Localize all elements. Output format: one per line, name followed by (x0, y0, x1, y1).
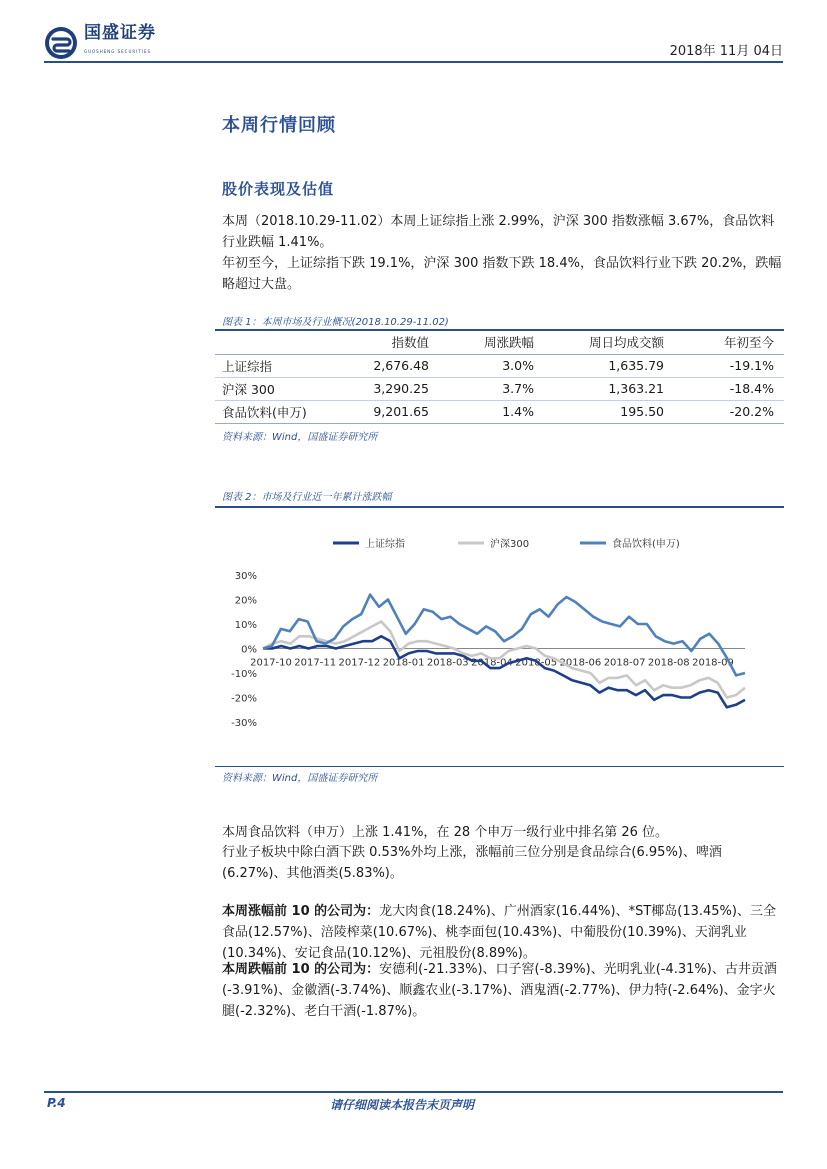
intro-paragraph-2: 年初至今，上证综指下跌 19.1%，沪深 300 指数下跌 18.4%，食品饮料行业下跌 20.2%，跌幅略超过大盘。 (222, 256, 782, 292)
brand-logo (44, 24, 156, 61)
table-header-cell (215, 330, 319, 354)
figure2-title: 图表 2：市场及行业近一年累计涨跌幅 (222, 492, 392, 503)
table-cell: 3.0% (439, 354, 544, 377)
table-cell: 2,676.48 (319, 354, 439, 377)
x-tick-label: 2018-07 (603, 657, 646, 669)
intro-paragraph-1: 本周（2018.10.29-11.02）本周上证综指上涨 2.99%，沪深 300 指数涨幅 3.67%，食品饮料行业跌幅 1.41%。 (222, 214, 775, 250)
brand-subtitle: GUOSHENG SECURITIES (84, 49, 152, 54)
y-tick-label: -20% (231, 693, 257, 705)
x-tick-label: 2018-06 (559, 657, 602, 669)
table-cell: 3,290.25 (319, 377, 439, 400)
table-cell: -19.1% (674, 354, 784, 377)
top-losers-label: 本周跌幅前 10 的公司为： (222, 962, 380, 977)
x-tick-label: 2017-10 (250, 657, 292, 669)
market-overview-table (215, 330, 784, 424)
table-row (215, 400, 784, 423)
table-cell: 上证综指 (215, 354, 319, 377)
table-row (215, 354, 784, 377)
table-header-cell: 指数值 (319, 330, 439, 354)
table-cell: -18.4% (674, 377, 784, 400)
y-tick-label: -30% (231, 718, 257, 729)
x-tick-label: 2018-08 (647, 657, 690, 669)
x-tick-label: 2018-04 (471, 657, 513, 669)
x-tick-label: 2018-09 (692, 657, 734, 669)
x-tick-label: 2018-03 (426, 657, 469, 669)
top-gainers-label: 本周涨幅前 10 的公司为： (222, 904, 380, 919)
legend-label: 沪深300 (490, 539, 530, 550)
table-cell: 食品饮料(申万) (215, 400, 319, 423)
cumulative-return-chart (215, 525, 784, 765)
top-losers-paragraph (222, 959, 784, 1022)
footer-divider (44, 1091, 783, 1093)
top-gainers-paragraph (222, 901, 784, 964)
weekly-paragraph-1: 本周食品饮料（申万）上涨 1.41%，在 28 个申万一级行业中排名第 26 位。 (222, 825, 669, 840)
section-title: 本周行情回顾 (222, 115, 336, 136)
x-tick-label: 2017-12 (338, 657, 381, 669)
table1-source: 资料来源：Wind，国盛证券研究所 (222, 432, 378, 443)
sub-section-title: 股价表现及估值 (222, 180, 335, 198)
table-header-cell: 年初至今 (674, 330, 784, 354)
top-losers-text: 安德利(-21.33%)、口子窖(-8.39%)、光明乳业(-4.31%)、古井贡酒(-3.91%)、金徽酒(-3.74%)、顺鑫农业(-3.17%)、酒鬼酒(-2.77%)、伊力特(-2.64%)、金字火腿(-2.32%)、老白干酒(-1.87%)。 (222, 962, 777, 1019)
figure2-top-rule (215, 506, 784, 508)
table-header-cell: 周日均成交额 (544, 330, 674, 354)
top-gainers-text: 龙大肉食(18.24%)、广州酒家(16.44%)、*ST椰岛(13.45%)、三全食品(12.57%)、涪陵榨菜(10.67%)、桃李面包(10.43%)、中葡股份(10.39%)、天润乳业(10.34%)、安记食品(10.12%)、元祖股份(8.89%)。 (222, 904, 776, 961)
legend-label: 上证综指 (365, 539, 405, 550)
series-line-1 (263, 636, 745, 707)
page-number: P.4 (47, 1096, 66, 1110)
figure2-source: 资料来源：Wind，国盛证券研究所 (222, 773, 378, 784)
y-tick-label: 0% (241, 644, 257, 656)
table-header-cell: 周涨跌幅 (439, 330, 544, 354)
table-cell: 沪深 300 (215, 377, 319, 400)
table-cell: 9,201.65 (319, 400, 439, 423)
table-row (215, 377, 784, 400)
table-cell: -20.2% (674, 400, 784, 423)
y-tick-label: 20% (234, 595, 257, 607)
x-tick-label: 2017-11 (294, 657, 337, 669)
figure2-bottom-rule (215, 766, 784, 767)
y-tick-label: 30% (234, 571, 257, 582)
y-tick-label: 10% (234, 620, 257, 631)
table-cell: 1,363.21 (544, 377, 674, 400)
table-cell: 1.4% (439, 400, 544, 423)
brand-name: 国盛证券 (84, 23, 156, 43)
y-tick-label: -10% (231, 669, 257, 680)
x-tick-label: 2018-01 (382, 657, 425, 669)
report-date: 2018年 11月 04日 (669, 44, 783, 59)
table-cell: 3.7% (439, 377, 544, 400)
page-header (0, 0, 827, 65)
footer-disclaimer: 请仔细阅读本报告末页声明 (330, 1098, 475, 1112)
header-divider (44, 61, 783, 63)
table-cell: 195.50 (544, 400, 674, 423)
brand-logo-icon (44, 26, 78, 60)
chart-svg (215, 525, 784, 765)
legend-label: 食品饮料(申万) (612, 539, 680, 550)
x-tick-label: 2018-05 (515, 657, 558, 669)
table1-title: 图表 1：本周市场及行业概况(2018.10.29-11.02) (222, 317, 449, 328)
table-header-row (215, 330, 784, 354)
weekly-paragraph-2: 行业子板块中除白酒下跌 0.53%外均上涨，涨幅前三位分别是食品综合(6.95%)、啤酒(6.27%)、其他酒类(5.83%)。 (222, 845, 722, 881)
table-cell: 1,635.79 (544, 354, 674, 377)
